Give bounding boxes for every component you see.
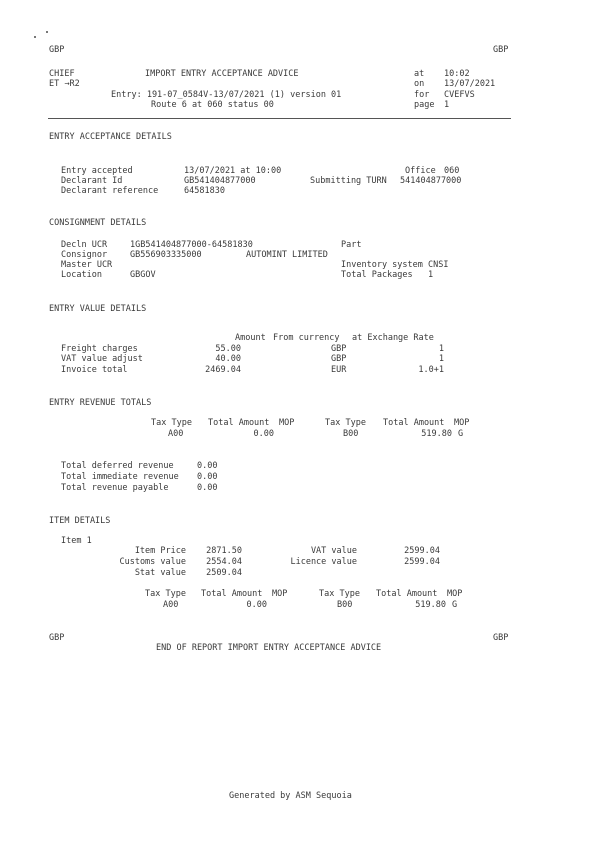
report-code: ET →R2 bbox=[49, 79, 80, 89]
item-tax-amount: 519.80 bbox=[415, 600, 446, 610]
total-deferred-label: Total deferred revenue bbox=[61, 461, 174, 471]
part-label: Part bbox=[341, 240, 362, 250]
stat-value-value: 2509.04 bbox=[206, 568, 242, 578]
section-heading-consignment: CONSIGNMENT DETAILS bbox=[49, 218, 147, 228]
consignor-value: GB556903335000 bbox=[130, 250, 202, 260]
value-row-rate: 1 bbox=[438, 344, 444, 354]
tax-type-header: Tax Type bbox=[325, 418, 366, 428]
vat-value-label: VAT value bbox=[310, 546, 357, 556]
item-tax-type-header: Tax Type bbox=[319, 589, 360, 599]
item-total-amount-header: Total Amount bbox=[201, 589, 263, 599]
item-price-label: Item Price bbox=[134, 546, 186, 556]
location-value: GBGOV bbox=[130, 270, 156, 280]
at-label: at bbox=[414, 69, 425, 79]
page-label: page bbox=[414, 100, 435, 110]
item-tax-type-header: Tax Type bbox=[145, 589, 186, 599]
submitting-turn-value: 541404877000 bbox=[400, 176, 462, 186]
value-row-label: Freight charges bbox=[61, 344, 138, 354]
vat-value-value: 2599.04 bbox=[404, 546, 440, 556]
footer-currency-right: GBP bbox=[493, 633, 509, 643]
revenue-amount: 0.00 bbox=[253, 429, 274, 439]
route-status: Route 6 at 060 status 00 bbox=[151, 100, 274, 110]
on-date: 13/07/2021 bbox=[444, 79, 496, 89]
licence-value-label: Licence value bbox=[290, 557, 357, 567]
end-of-report: END OF REPORT IMPORT ENTRY ACCEPTANCE ADVICE bbox=[156, 643, 382, 653]
consignor-label: Consignor bbox=[61, 250, 108, 260]
entry-reference: Entry: 191-07_0584V-13/07/2021 (1) version 01 bbox=[111, 90, 342, 100]
entry-accepted-value: 13/07/2021 at 10:00 bbox=[184, 166, 282, 176]
total-packages-label: Total Packages bbox=[341, 270, 413, 280]
total-immediate-label: Total immediate revenue bbox=[61, 472, 179, 482]
item-tax-amount: 0.00 bbox=[246, 600, 267, 610]
customs-value-label: Customs value bbox=[119, 557, 186, 567]
total-amount-header: Total Amount bbox=[383, 418, 445, 428]
inventory-system-label: Inventory system bbox=[341, 260, 423, 270]
decln-ucr-value: 1GB541404877000-64581830 bbox=[130, 240, 253, 250]
section-heading-entry-acceptance: ENTRY ACCEPTANCE DETAILS bbox=[49, 132, 172, 142]
report-title: IMPORT ENTRY ACCEPTANCE ADVICE bbox=[145, 69, 299, 79]
footer-currency-left: GBP bbox=[49, 633, 65, 643]
value-row-currency: EUR bbox=[331, 365, 347, 375]
item-number: Item 1 bbox=[61, 536, 92, 546]
item-tax-type: A00 bbox=[163, 600, 179, 610]
declarant-id-label: Declarant Id bbox=[61, 176, 123, 186]
item-mop-header: MOP bbox=[272, 589, 288, 599]
master-ucr-label: Master UCR bbox=[61, 260, 113, 270]
entry-accepted-label: Entry accepted bbox=[61, 166, 133, 176]
for-label: for bbox=[414, 90, 430, 100]
item-total-amount-header: Total Amount bbox=[376, 589, 438, 599]
value-row-amount: 2469.04 bbox=[205, 365, 241, 375]
item-mop-header: MOP bbox=[447, 589, 463, 599]
scan-speck bbox=[34, 36, 36, 38]
mop-header: MOP bbox=[454, 418, 470, 428]
location-label: Location bbox=[61, 270, 102, 280]
total-payable-label: Total revenue payable bbox=[61, 483, 169, 493]
section-heading-revenue-totals: ENTRY REVENUE TOTALS bbox=[49, 398, 152, 408]
revenue-tax-type: B00 bbox=[343, 429, 359, 439]
value-row-rate: 1.0+1 bbox=[418, 365, 444, 375]
section-heading-entry-value: ENTRY VALUE DETAILS bbox=[49, 304, 147, 314]
stat-value-label: Stat value bbox=[134, 568, 186, 578]
value-row-label: Invoice total bbox=[61, 365, 128, 375]
item-price-value: 2871.50 bbox=[206, 546, 242, 556]
revenue-amount: 519.80 bbox=[421, 429, 452, 439]
office-label: Office bbox=[405, 166, 436, 176]
decln-ucr-label: Decln UCR bbox=[61, 240, 108, 250]
total-payable-value: 0.00 bbox=[197, 483, 218, 493]
value-row-currency: GBP bbox=[331, 354, 347, 364]
licence-value-value: 2599.04 bbox=[404, 557, 440, 567]
consignor-name: AUTOMINT LIMITED bbox=[246, 250, 328, 260]
tax-type-header: Tax Type bbox=[151, 418, 192, 428]
value-row-amount: 40.00 bbox=[215, 354, 241, 364]
at-time: 10:02 bbox=[444, 69, 470, 79]
total-packages-value: 1 bbox=[428, 270, 434, 280]
customs-value-value: 2554.04 bbox=[206, 557, 242, 567]
for-value: CVEFVS bbox=[444, 90, 475, 100]
inventory-system-value: CNSI bbox=[428, 260, 449, 270]
header-divider bbox=[48, 118, 511, 119]
generated-by: Generated by ASM Sequoia bbox=[229, 791, 352, 801]
declarant-reference-label: Declarant reference bbox=[61, 186, 159, 196]
item-mop: G bbox=[452, 600, 458, 610]
item-tax-type: B00 bbox=[337, 600, 353, 610]
total-amount-header: Total Amount bbox=[208, 418, 270, 428]
section-heading-item-details: ITEM DETAILS bbox=[49, 516, 111, 526]
on-label: on bbox=[414, 79, 425, 89]
header-currency-right: GBP bbox=[493, 45, 509, 55]
submitting-turn-label: Submitting TURN bbox=[310, 176, 387, 186]
revenue-tax-type: A00 bbox=[168, 429, 184, 439]
column-header-amount: Amount bbox=[235, 333, 266, 343]
total-deferred-value: 0.00 bbox=[197, 461, 218, 471]
total-immediate-value: 0.00 bbox=[197, 472, 218, 482]
header-currency-left: GBP bbox=[49, 45, 65, 55]
column-header-exchange-rate: at Exchange Rate bbox=[352, 333, 434, 343]
scan-speck bbox=[46, 31, 48, 33]
page-number: 1 bbox=[444, 100, 450, 110]
value-row-rate: 1 bbox=[438, 354, 444, 364]
office-value: 060 bbox=[444, 166, 460, 176]
declarant-id-value: GB541404877000 bbox=[184, 176, 256, 186]
value-row-amount: 55.00 bbox=[215, 344, 241, 354]
column-header-from-currency: From currency bbox=[273, 333, 340, 343]
value-row-currency: GBP bbox=[331, 344, 347, 354]
mop-header: MOP bbox=[279, 418, 295, 428]
value-row-label: VAT value adjust bbox=[61, 354, 143, 364]
revenue-mop: G bbox=[458, 429, 464, 439]
declarant-reference-value: 64581830 bbox=[184, 186, 225, 196]
system-name: CHIEF bbox=[49, 69, 75, 79]
